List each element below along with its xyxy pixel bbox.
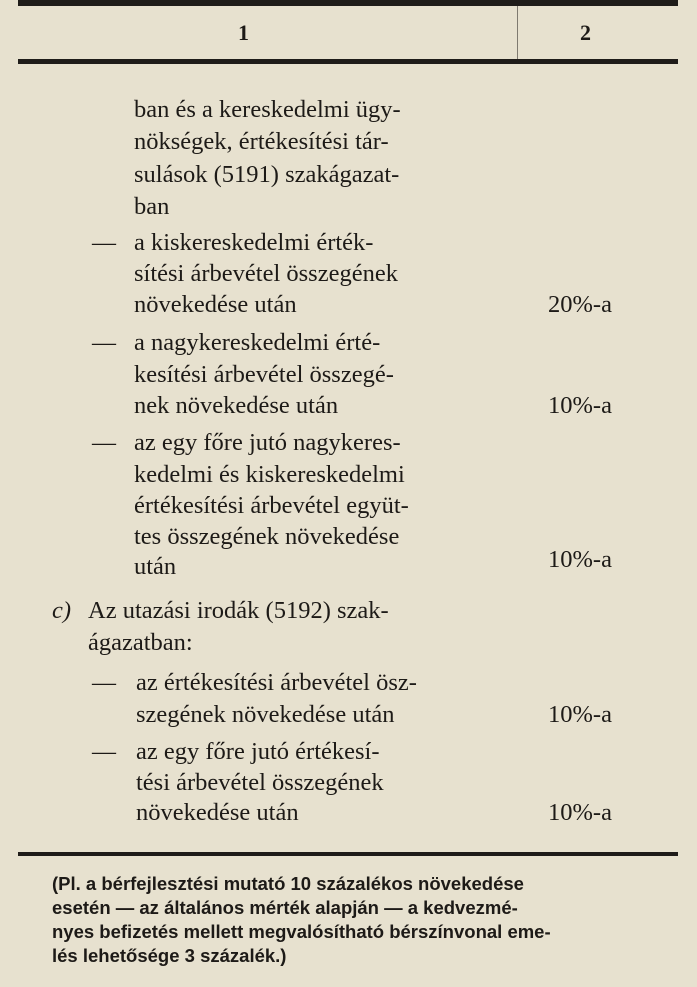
list-item-line: kesítési árbevétel összegé- xyxy=(134,361,394,388)
body-text-line: nökségek, értékesítési tár- xyxy=(134,128,389,155)
list-item-line: tes összegének növekedése xyxy=(134,523,400,550)
column-number-1: 1 xyxy=(238,20,249,45)
body-text-line: sulások (5191) szakágazat- xyxy=(134,161,400,188)
footer-rule xyxy=(18,852,678,856)
header-rule xyxy=(18,59,678,64)
list-item-line: az értékesítési árbevétel ösz- xyxy=(136,669,417,696)
footnote-line: nyes befizetés mellett megvalósítható bérszínvonal eme- xyxy=(52,921,551,942)
footnote-line: lés lehetősége 3 százalék.) xyxy=(52,945,287,966)
body-text-line: ban xyxy=(134,193,170,220)
footnote-line: (Pl. a bérfejlesztési mutató 10 százalékos növekedése xyxy=(52,873,524,894)
list-item-line: az egy főre jutó nagykeres- xyxy=(134,429,401,456)
rate-value: 10%-a xyxy=(548,701,612,728)
footnote-line: esetén — az általános mérték alapján — a kedvezmé- xyxy=(52,897,518,918)
section-heading-line: Az utazási irodák (5192) szak- xyxy=(88,597,389,624)
list-item-line: a nagykereskedelmi érté- xyxy=(134,329,381,356)
rate-value: 10%-a xyxy=(548,799,612,826)
list-item-line: növekedése után xyxy=(134,291,297,318)
list-item-line: kedelmi és kiskereskedelmi xyxy=(134,461,405,488)
column-divider xyxy=(517,6,518,59)
list-dash: — xyxy=(92,670,116,696)
list-item-line: a kiskereskedelmi érték- xyxy=(134,229,374,256)
list-item-line: után xyxy=(134,553,177,580)
body-text-line: ban és a kereskedelmi ügy- xyxy=(134,96,401,123)
list-item-line: tési árbevétel összegének xyxy=(136,769,384,796)
column-number-2: 2 xyxy=(580,20,591,45)
rate-value: 20%-a xyxy=(548,291,612,318)
list-item-line: szegének növekedése után xyxy=(136,701,395,728)
list-item-line: nek növekedése után xyxy=(134,392,339,419)
rate-value: 10%-a xyxy=(548,546,612,573)
top-rule xyxy=(18,0,678,6)
list-item-line: sítési árbevétel összegének xyxy=(134,260,398,287)
list-dash: — xyxy=(92,739,116,765)
list-item-line: az egy főre jutó értékesí- xyxy=(136,738,380,765)
list-item-line: értékesítési árbevétel együt- xyxy=(134,492,409,519)
section-marker: c) xyxy=(52,597,72,624)
footnote xyxy=(52,872,674,968)
section-heading-line: ágazatban: xyxy=(88,629,193,656)
rate-value: 10%-a xyxy=(548,392,612,419)
list-dash: — xyxy=(92,430,116,456)
list-dash: — xyxy=(92,230,116,256)
list-dash: — xyxy=(92,330,116,356)
list-item-line: növekedése után xyxy=(136,799,299,826)
